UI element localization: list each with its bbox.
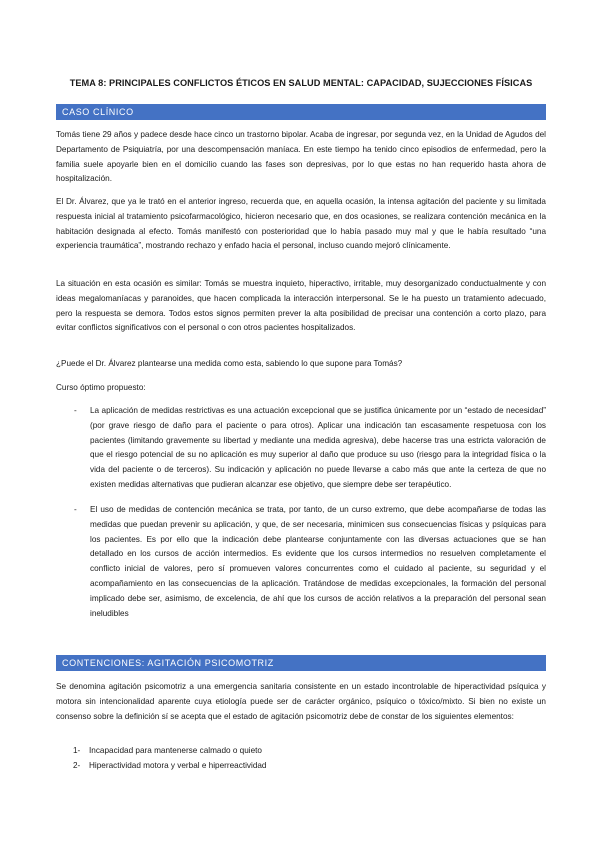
document-title: TEMA 8: PRINCIPALES CONFLICTOS ÉTICOS EN SALUD MENTAL: CAPACIDAD, SUJECCIONES FÍSICAS (69, 78, 533, 88)
case-paragraph-3: La situación en esta ocasión es similar: Tomás se muestra inquieto, hiperactivo, irritable, muy desorganizado conductualmente y con ideas megalomaníacas y paranoides, que hacen complicada la interacción interpersonal. Se le ha puesto un tratamiento adecuado, pero la respuesta se demora. Todos estos signos permiten prever la alta posibilidad de precisar una contención a corto plazo, para evitar conflictos significativos con el personal o con otros pacientes hospitalizados. (56, 279, 546, 333)
section-heading-contenciones: CONTENCIONES: AGITACIÓN PSICOMOTRIZ (56, 655, 546, 671)
bullet-text: La aplicación de medidas restrictivas es una actuación excepcional que se justifica únicamente por un “estado de necesidad” (por grave riesgo de daño para el paciente o para otros). Aplicar una indicación tan escasamente respetuosa con los pacientes (limitando gravemente su libertad y mediante una medida agresiva), debe hacerse tras una estricta valoración de que el riesgo potencial de su no aplicación es muy superior al daño que produce su uso (riesgo para la integridad física o la vida del paciente o de terceros). Su indicación y aplicación no puede llevarse a cabo más que ante la certeza de que no existen medidas alternativas que pudieran alcanzar ese objetivo, que siempre debe ser terapéutico. (90, 406, 546, 489)
case-paragraph-2: El Dr. Álvarez, que ya le trató en el anterior ingreso, recuerda que, en aquella ocasión, la intensa agitación del paciente y su limitada respuesta inicial al tratamiento psicofarmacológico, hicieron necesario que, en dos ocasiones, se realizara contención mecánica en la habitación designada al efecto. Tomás manifestó con posterioridad que lo había pasado muy mal y que le había resultado “una experiencia traumática”, mostrando rechazo y enfado hacia el personal, incluso cuando mejoró clínicamente. (56, 197, 546, 251)
bullet-marker: - (74, 406, 77, 415)
section-heading-caso-clinico: CASO CLÍNICO (56, 104, 546, 120)
contenciones-paragraph: Se denomina agitación psicomotriz a una emergencia sanitaria consistente en un estado incontrolable de hiperactividad psíquica y motora sin intencionalidad aparente cuya etiología puede ser de carácter orgánico, psíquico o tóxico/mixto. Si bien no existe un consenso sobre la definición sí se acepta que el estado de agitación psicomotriz debe de constar de los siguientes elementos: (56, 682, 546, 721)
list-item-text: Incapacidad para mantenerse calmado o quieto (89, 746, 262, 755)
case-question: ¿Puede el Dr. Álvarez plantearse una medida como esta, sabiendo lo que supone para Tomás? (56, 359, 403, 368)
proposed-course-label: Curso óptimo propuesto: (56, 383, 146, 392)
list-item-number: 2- (73, 761, 81, 770)
list-item-number: 1- (73, 746, 81, 755)
bullet-text: El uso de medidas de contención mecánica se trata, por tanto, de un curso extremo, que debe acompañarse de todas las medidas que puedan prevenir su aplicación, y que, de ser necesaria, minimicen sus consecuencias físicas y psíquicas para los pacientes. Es por ello que la indicación debe plantearse conjuntamente con las diversas actuaciones que se han detallado en los cursos de acción intermedios. Es evidente que los cursos intermedios no resuelven completamente el conflicto inicial de valores, pero sí promueven valores concurrentes como el cuidado al paciente, su seguridad y el acompañamiento en las consecuencias de la aplicación. Tratándose de medidas excepcionales, la formación del personal implicado debe ser, asimismo, de excelencia, de ahí que los cursos de acción relativos a la preparación del personal sean ineludibles (90, 505, 546, 618)
bullet-marker: - (74, 505, 77, 514)
case-paragraph-1: Tomás tiene 29 años y padece desde hace cinco un trastorno bipolar. Acaba de ingresar, por segunda vez, en la Unidad de Agudos del Departamento de Psiquiatría, por una descompensación maníaca. En este tiempo ha tenido cinco episodios de enfermedad, pero la familia suele apoyarle bien en el domicilio cuando las fases son depresivas, por lo que estas no han requerido hasta ahora de hospitalización. (56, 130, 546, 184)
list-item-text: Hiperactividad motora y verbal e hiperreactividad (89, 761, 267, 770)
